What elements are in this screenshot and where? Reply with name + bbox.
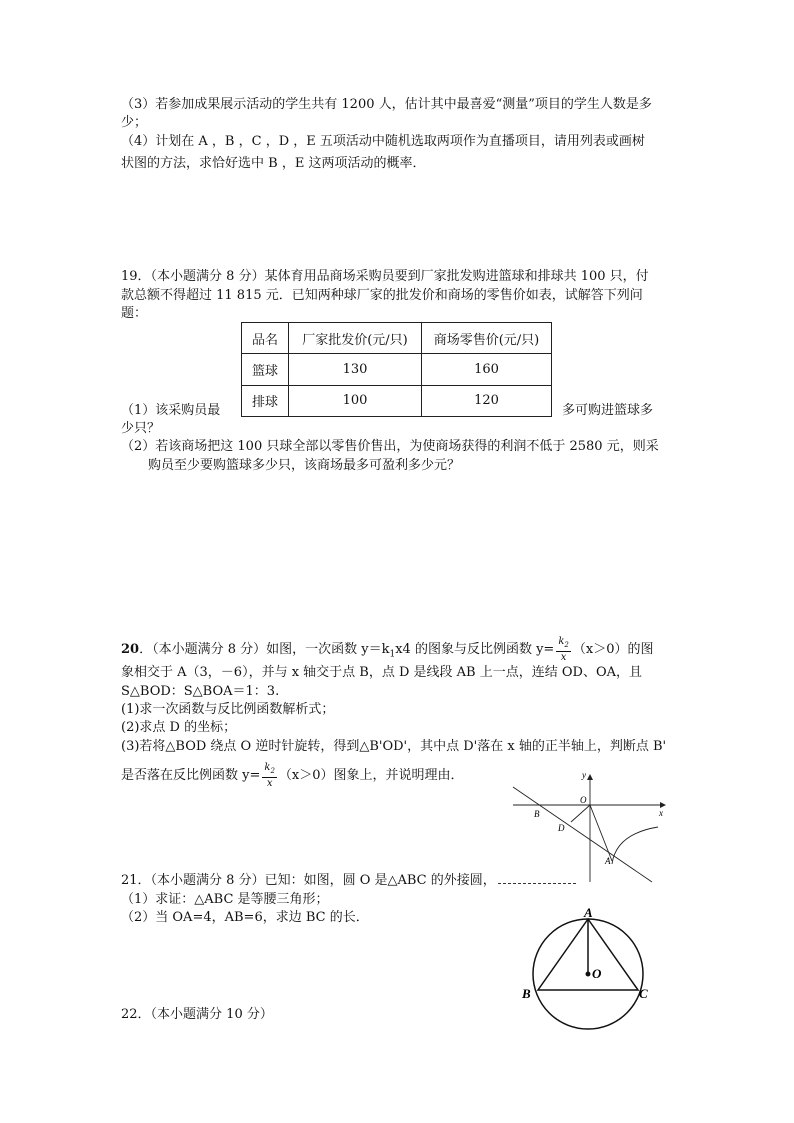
q20-sub1: 1 xyxy=(389,649,396,660)
q20-line1-a: ．（本小题满分 8 分）如图，一次函数 y＝k xyxy=(139,642,390,657)
fraction-k2-over-x xyxy=(556,636,571,663)
graph-label-b: B xyxy=(534,809,540,819)
table-row xyxy=(242,385,552,416)
q21-circle-figure xyxy=(518,906,663,1034)
table-header-cell: 品名 xyxy=(242,323,289,354)
q20-part1: (1)求一次函数与反比例函数解析式； xyxy=(121,702,335,717)
graph-label-o: O xyxy=(580,795,587,805)
table-cell: 120 xyxy=(422,385,552,416)
price-table xyxy=(241,322,552,417)
q20-line1-b: x4 的图象与反比例函数 y= xyxy=(395,642,555,657)
obscured-text xyxy=(498,883,576,884)
q18-part3-line2: 少； xyxy=(121,115,148,130)
q20-part3-line2 xyxy=(121,762,464,789)
q20-line1-c: （x＞0）的图 xyxy=(572,642,654,657)
table-cell: 160 xyxy=(422,354,552,385)
q20-p3b-a: 是否落在反比例函数 y= xyxy=(121,768,261,783)
q19-head-line2: 款总额不得超过 11 815 元．已知两种球厂家的批发价和商场的零售价如表，试解答下列问 xyxy=(121,288,643,303)
table-header-row xyxy=(242,323,552,354)
q18-part4-line2: 状图的方法，求恰好选中 B ，E 这两项活动的概率． xyxy=(121,156,426,171)
q20-line1 xyxy=(121,636,653,664)
table-cell: 100 xyxy=(289,385,422,416)
q21-head xyxy=(121,872,576,890)
q20-line2: 象相交于 A（3，－6），并与 x 轴交于点 B，点 D 是线段 AB 上一点，连结 OD、OA，且 xyxy=(121,665,642,680)
table-header-cell: 商场零售价(元/只) xyxy=(422,323,552,354)
q22-head: 22．（本小题满分 10 分） xyxy=(121,1007,273,1022)
q19-part1-left: （1）该采购员最 xyxy=(121,403,221,418)
q21-part2: （2）当 OA=4，AB=6，求边 BC 的长． xyxy=(121,910,369,925)
q19-head-line3: 题： xyxy=(121,306,148,321)
q20-number: 20 xyxy=(121,642,140,657)
fraction-k2-over-x xyxy=(262,762,277,789)
q20-part3-line1: (3)若将△BOD 绕点 O 逆时针旋转，得到△B'OD'，其中点 D'落在 x 轴的正半轴上，判断点 B' xyxy=(121,739,667,754)
table-header-cell: 厂家批发价(元/只) xyxy=(289,323,422,354)
frac-den: x xyxy=(560,652,567,663)
q18-part4-line1: （4）计划在 A ，B ，C ，D ，E 五项活动中随机选取两项作为直播项目，请用列表或画树 xyxy=(121,134,645,149)
graph-label-x: x xyxy=(659,808,663,818)
q20-p3b-c: （x＞0）图象上，并说明理由． xyxy=(278,768,464,783)
table-row xyxy=(242,354,552,385)
q20-function-graph xyxy=(508,772,668,887)
q21-head-text: 21．（本小题满分 8 分）已知：如图，圆 O 是△ABC 的外接圆， xyxy=(121,873,496,888)
circle-label-b: B xyxy=(522,986,531,1001)
table-cell: 130 xyxy=(289,354,422,385)
frac-num: k xyxy=(264,762,271,773)
q20-line3: S△BOD：S△BOA＝1：3. xyxy=(121,684,280,699)
circle-label-a: A xyxy=(584,905,593,920)
graph-label-y: y xyxy=(582,770,586,780)
q19-part1-line2: 少只？ xyxy=(121,421,161,436)
q21-part1: （1）求证：△ABC 是等腰三角形； xyxy=(121,892,329,907)
frac-den: x xyxy=(266,778,273,789)
graph-label-d: D xyxy=(558,823,565,833)
q19-part2-line1: （2）若该商场把这 100 只球全部以零售价售出，为使商场获得的利润不低于 2580 元，则采 xyxy=(121,439,659,454)
q19-part1-right: 多可购进篮球多 xyxy=(562,403,654,418)
frac-num-sub: 2 xyxy=(564,641,569,649)
table-cell: 篮球 xyxy=(242,354,289,385)
q19-head-line1: 19．（本小题满分 8 分）某体育用品商场采购员要到厂家批发购进篮球和排球共 100 只，付 xyxy=(121,269,649,284)
graph-label-a: A xyxy=(605,856,611,866)
table-cell: 排球 xyxy=(242,385,289,416)
q19-part2-line2: 购员至少要购篮球多少只，该商场最多可盈利多少元？ xyxy=(148,458,461,473)
q18-part3-line1: （3）若参加成果展示活动的学生共有 1200 人，估计其中最喜爱“测量”项目的学生人数是多 xyxy=(121,97,652,112)
circle-label-c: C xyxy=(639,986,648,1001)
frac-num: k xyxy=(558,636,565,647)
frac-num-sub: 2 xyxy=(270,767,275,775)
circle-label-o: O xyxy=(592,966,602,981)
q20-part2: (2)求点 D 的坐标； xyxy=(121,720,237,735)
